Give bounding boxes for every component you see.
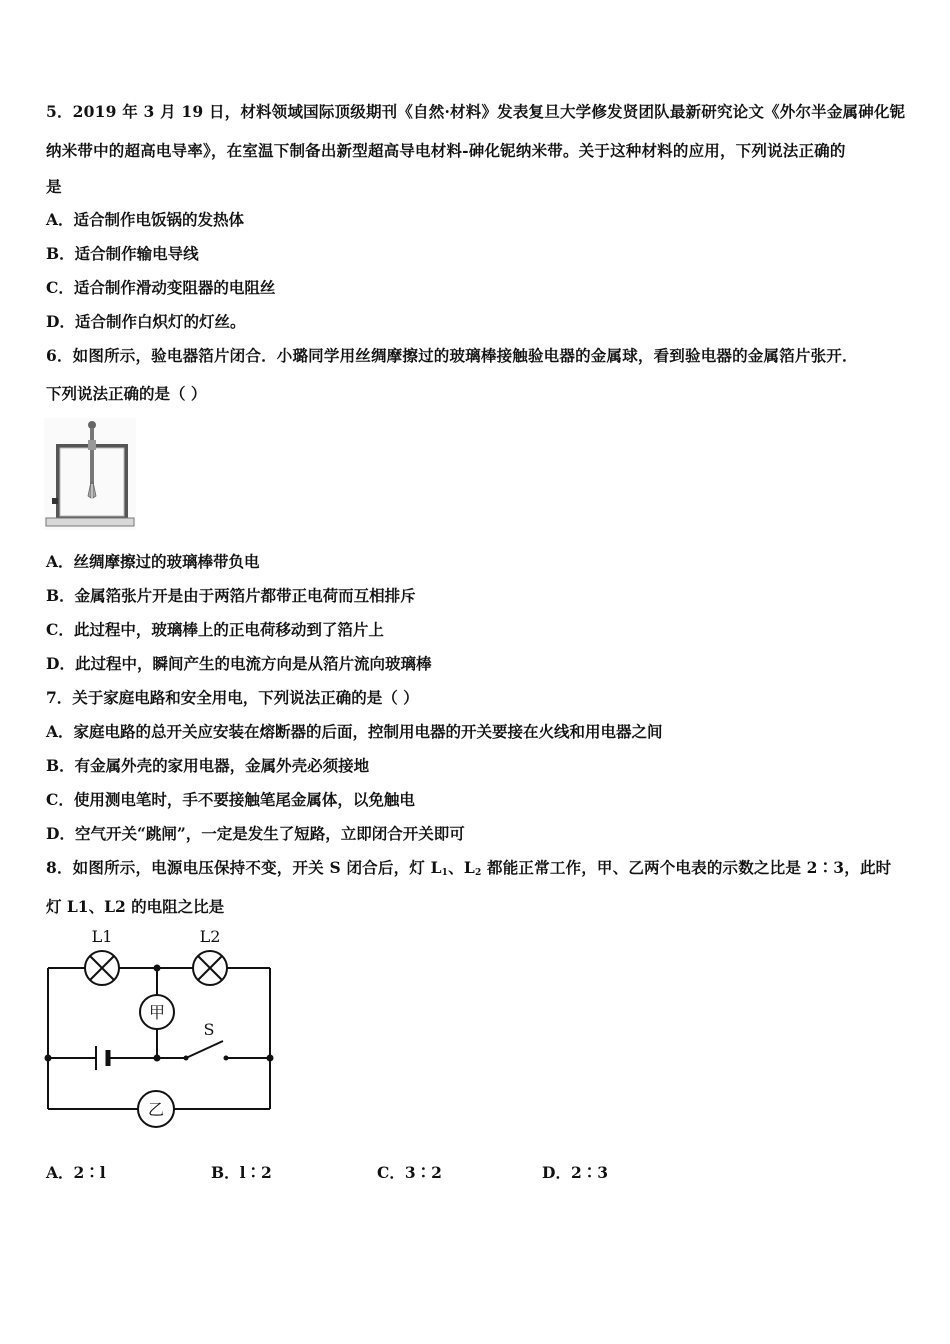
meter-yi-label: 乙	[147, 1100, 165, 1119]
q5-option-a: A．适合制作电饭锅的发热体	[46, 210, 245, 229]
q8-stem-pre: 8．如图所示，电源电压保持不变，开关 S 闭合后，灯 L	[46, 858, 442, 877]
lamp-l2	[193, 951, 227, 985]
meter-jia-label: 甲	[148, 1003, 166, 1022]
q5-stem-line3: 是	[46, 177, 62, 196]
q6-option-d: D．此过程中，瞬间产生的电流方向是从箔片流向玻璃棒	[46, 654, 432, 673]
switch-s	[184, 1020, 229, 1061]
metal-ball	[88, 421, 96, 429]
q8-stem-line1	[46, 858, 891, 883]
q8-option-d: D．2∶3	[542, 1163, 609, 1182]
electroscope-base	[46, 518, 134, 526]
metal-rod	[90, 428, 94, 484]
q7-stem: 7．关于家庭电路和安全用电，下列说法正确的是（ ）	[46, 688, 419, 707]
meter-jia	[140, 995, 174, 1029]
q8-stem-line2: 灯 L1、L2 的电阻之比是	[46, 897, 225, 916]
q8-option-a: A．2∶l	[46, 1163, 106, 1182]
q6-stem-line1: 6．如图所示，验电器箔片闭合．小璐同学用丝绸摩擦过的玻璃棒接触验电器的金属球，看到验电器的金属箔片张开．	[46, 346, 858, 365]
q5-stem-line2: 纳米带中的超高电导率》，在室温下制备出新型超高导电材料-砷化铌纳米带。关于这种材料的应用，下列说法正确的	[46, 141, 846, 160]
q8-sub1: 1	[441, 868, 449, 878]
battery	[96, 1046, 108, 1070]
q8-sub2: 2	[474, 868, 482, 878]
q6-option-a: A．丝绸摩擦过的玻璃棒带负电	[46, 552, 260, 571]
q7-option-c: C．使用测电笔时，手不要接触笔尾金属体，以免触电	[46, 790, 415, 809]
q8-stem-post: 都能正常工作，甲、乙两个电表的示数之比是 2∶3，此时	[481, 858, 892, 877]
q8-option-c: C．3∶2	[377, 1163, 442, 1182]
q6-option-b: B．金属箔张片开是由于两箔片都带正电荷而互相排斥	[46, 586, 416, 605]
q8-stem-mid: 、L	[448, 858, 475, 877]
q6-option-c: C．此过程中，玻璃棒上的正电荷移动到了箔片上	[46, 620, 384, 639]
q5-stem-line1: 5．2019 年 3 月 19 日，材料领域国际顶级期刊《自然·材料》发表复旦大学修发贤团队最新研究论文《外尔半金属砷化铌	[46, 102, 906, 121]
switch-s-label: S	[203, 1020, 215, 1039]
meter-yi	[138, 1091, 174, 1127]
q5-option-b: B．适合制作输电导线	[46, 244, 199, 263]
q7-option-d: D．空气开关“跳闸”，一定是发生了短路，立即闭合开关即可	[46, 824, 465, 843]
q8-option-b: B．l∶2	[211, 1163, 272, 1182]
lamp-l1-label: L1	[91, 927, 113, 946]
q7-option-b: B．有金属外壳的家用电器，金属外壳必须接地	[46, 756, 370, 775]
electroscope-figure	[44, 418, 136, 530]
q5-option-c: C．适合制作滑动变阻器的电阻丝	[46, 278, 276, 297]
lamp-l2-label: L2	[199, 927, 221, 946]
lamp-l1	[85, 951, 119, 985]
q8-options	[46, 1163, 608, 1183]
circuit-diagram	[40, 926, 285, 1131]
q5-option-d: D．适合制作白炽灯的灯丝。	[46, 312, 246, 331]
q6-stem-line2: 下列说法正确的是（ ）	[46, 384, 207, 403]
q7-option-a: A．家庭电路的总开关应安装在熔断器的后面，控制用电器的开关要接在火线和用电器之间	[46, 722, 663, 741]
side-knob	[52, 498, 58, 504]
